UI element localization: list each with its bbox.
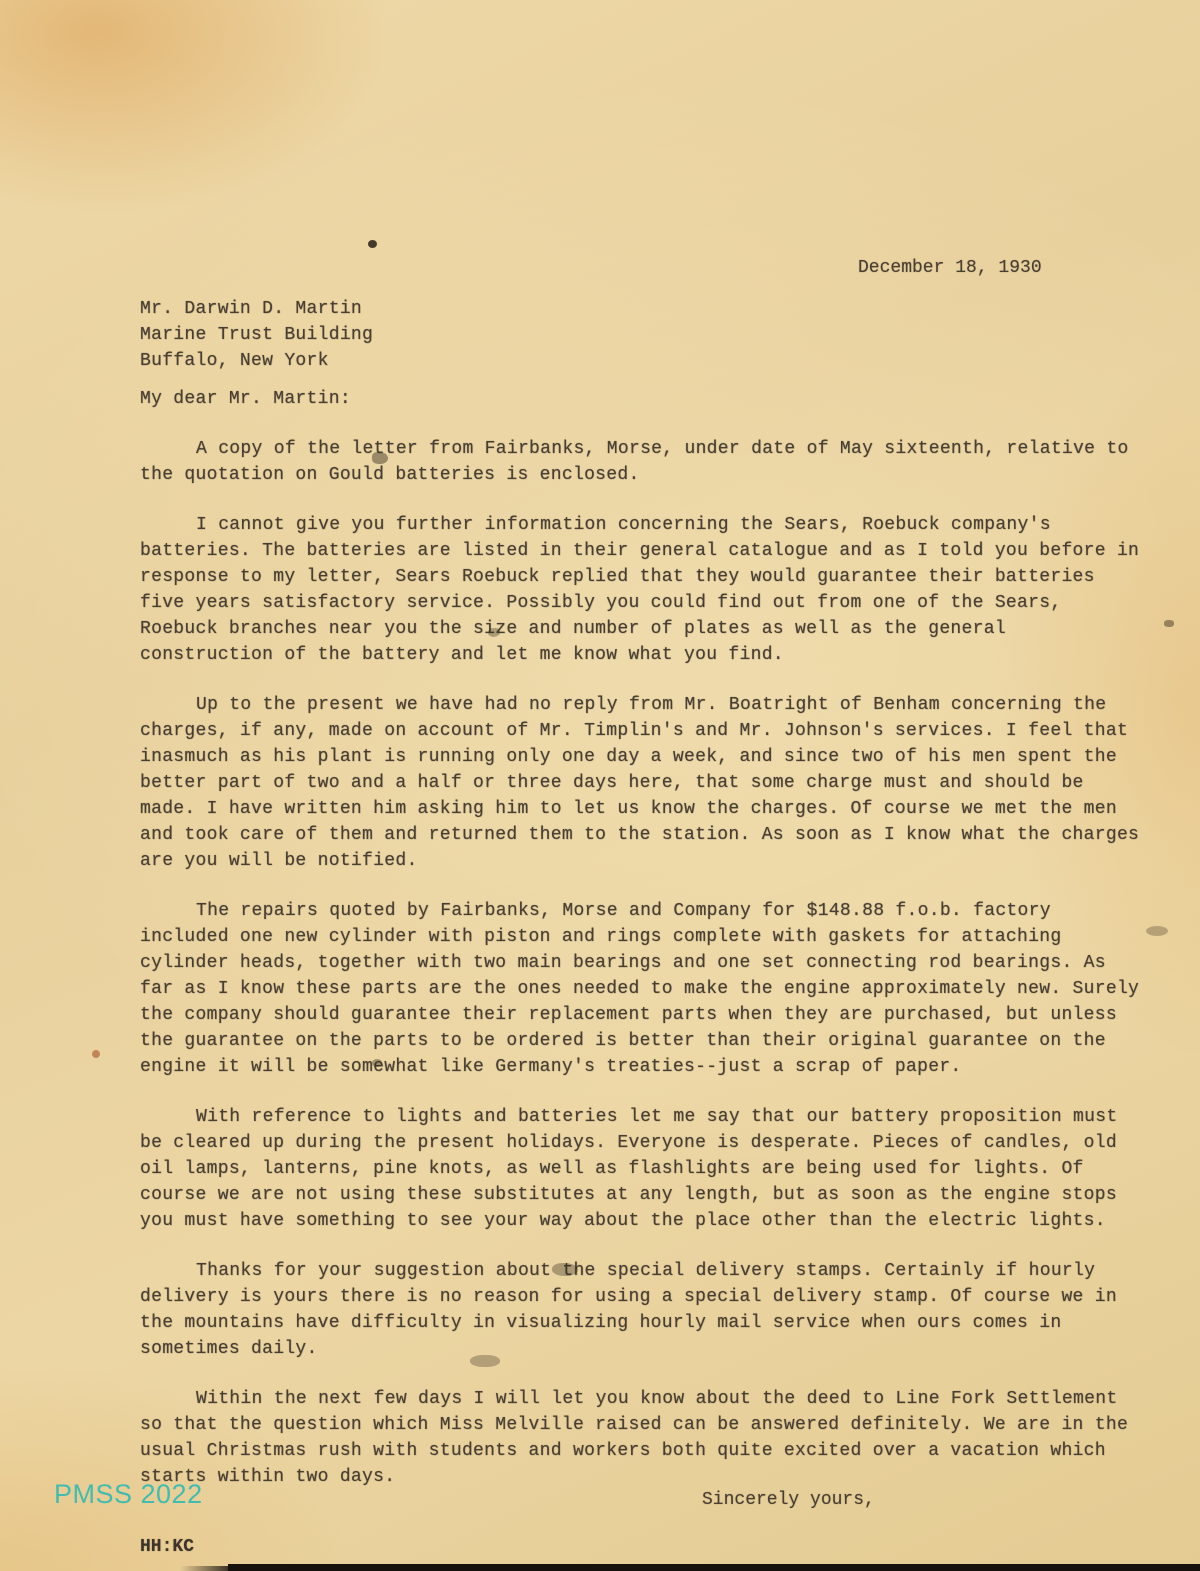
recipient-name: Mr. Darwin D. Martin: [140, 299, 363, 319]
recipient-city: Buffalo, New York: [140, 351, 329, 371]
body-paragraph-6: Thanks for your suggestion about the special delivery stamps. Certainly if hourly delivery is yours there is no reason for using a special delivery stamp. Of course we in the mountains have difficulty in visualizing hourly mail service when ours comes in sometimes daily.: [140, 1261, 1117, 1359]
scan-edge-artifact: [228, 1564, 1200, 1571]
body-paragraph-4: The repairs quoted by Fairbanks, Morse and Company for $148.88 f.o.b. factory included one new cylinder with piston and rings complete with gaskets for attaching cylinder heads, together with two main bearings and one set connecting rod bearings. As far as I know these parts are the ones needed to make the engine approximately new. Surely the company should guarantee their replacement parts when they are purchased, but unless the guarantee on the parts to be ordered is better than their original guarantee on the engine it will be somewhat like Germany's treaties--just a scrap of paper.: [140, 901, 1140, 1077]
salutation: My dear Mr. Martin:: [140, 389, 351, 409]
recipient-address: [140, 296, 1144, 374]
complimentary-closing: Sincerely yours,: [702, 1490, 875, 1510]
body-paragraph-5: With reference to lights and batteries let me say that our battery proposition must be cleared up during the present holidays. Everyone is desperate. Pieces of candles, old oil lamps, lanterns, pine knots, as well as flashlights are being used for lights. Of course we are not using these substitutes at any length, but as soon as the engine stops you must have something to see your way about the place other than the electric lights.: [140, 1107, 1118, 1231]
archive-watermark: PMSS 2022: [54, 1479, 203, 1509]
body-paragraph-3: Up to the present we have had no reply from Mr. Boatright of Benham concerning the charges, if any, made on account of Mr. Timplin's and Mr. Johnson's services. I feel that inasmuch as his plant is running only one day a week, and since two of his men spent the better part of two and a half or three days here, that some charge must and should be made. I have written him asking him to let us know the charges. Of course we met the men and took care of them and returned them to the station. As soon as I know what the charges are you will be notified.: [140, 695, 1140, 871]
body-paragraph-1: A copy of the letter from Fairbanks, Morse, under date of May sixteenth, relative to the quotation on Gould batteries is enclosed.: [140, 439, 1129, 485]
scan-edge-artifact-fade: [180, 1566, 240, 1571]
reference-initials: HH:KC: [140, 1537, 195, 1557]
letter-date: December 18, 1930: [858, 258, 1042, 278]
recipient-building: Marine Trust Building: [140, 325, 374, 345]
body-paragraph-2: I cannot give you further information concerning the Sears, Roebuck company's batteries. The batteries are listed in their general catalogue and as I told you before in response to my letter, Sears Roebuck replied that they would guarantee their batteries five years satisfactory service. Possibly you could find out from one of the Sears, Roebuck branches near you the size and number of plates as well as the general construction of the battery and let me know what you find.: [140, 515, 1140, 665]
body-paragraph-7: Within the next few days I will let you know about the deed to Line Fork Settlement so that the question which Miss Melville raised can be answered definitely. We are in the usual Christmas rush with students and workers both quite excited over a vacation which starts within two days.: [140, 1389, 1129, 1487]
